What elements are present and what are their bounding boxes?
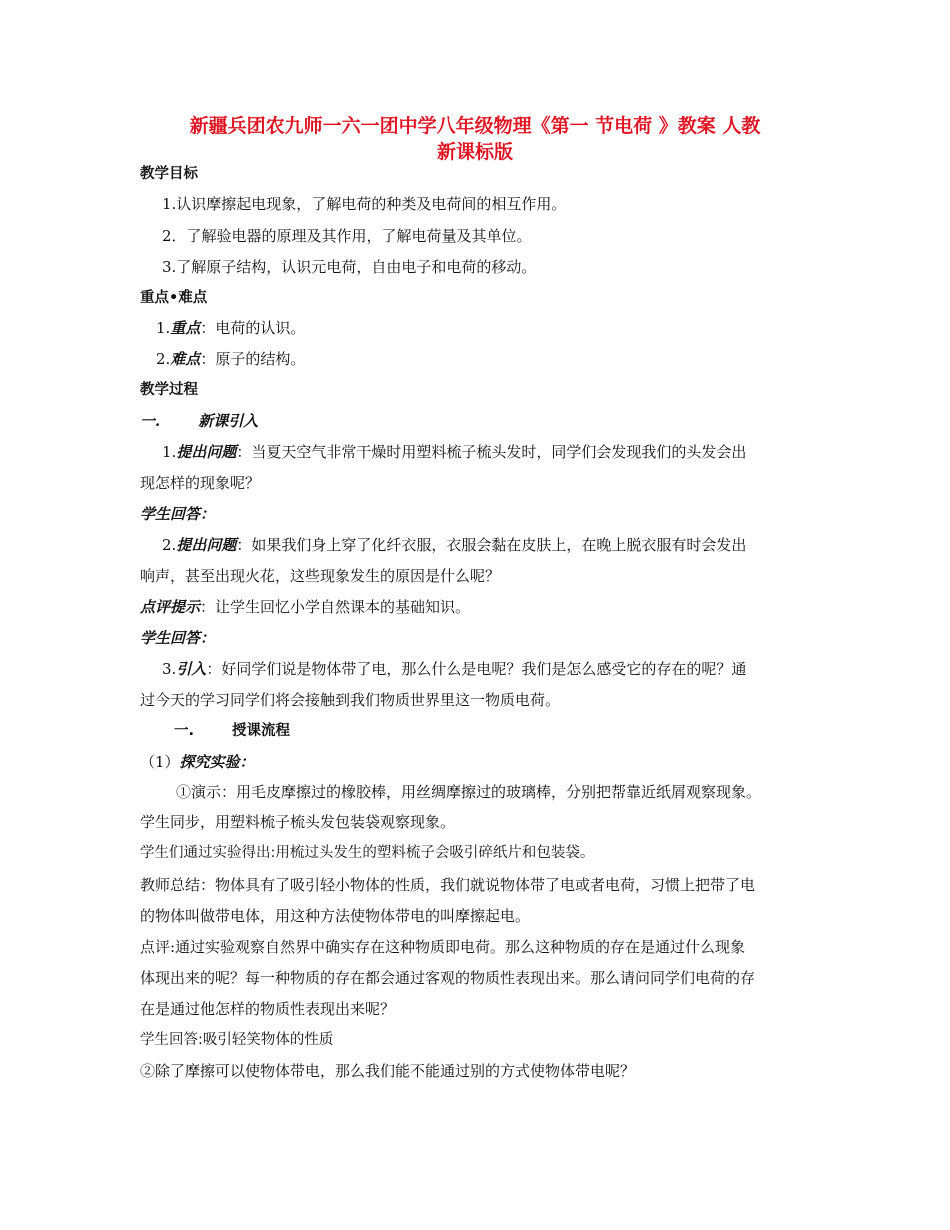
demo-line-2: 学生同步，用塑料梳子梳头发包装袋观察现象。 bbox=[140, 813, 456, 831]
question-1-label: 提出问题 bbox=[176, 443, 237, 461]
remark-line-2: 体现出来的呢？每一种物质的存在都会通过客观的物质性表现出来。那么请问同学们电荷的存 bbox=[140, 969, 756, 987]
section-num-2: 一. bbox=[174, 723, 195, 739]
question-1-num: 1. bbox=[162, 443, 177, 461]
question-3-num: 3. bbox=[162, 660, 177, 678]
objectives-heading: 教学目标 bbox=[140, 166, 198, 182]
question-charging-methods: ②除了摩擦可以使物体带电，那么我们能不能通过别的方式使物体带电呢？ bbox=[140, 1062, 636, 1080]
key-points-heading: 重点•难点 bbox=[140, 290, 208, 306]
question-3 bbox=[162, 659, 746, 679]
question-2-label: 提出问题 bbox=[176, 536, 237, 554]
remark-line-1: 点评:通过实验观察自然界中确实存在这种物质即电荷。那么这种物质的存在是通过什么现象 bbox=[140, 938, 746, 956]
question-2-text: ：如果我们身上穿了化纤衣服，衣服会黏在皮肤上，在晚上脱衣服有时会发出 bbox=[236, 536, 747, 554]
experiment-num: （1） bbox=[140, 753, 180, 771]
question-1-text: ：当夏天空气非常干燥时用塑料梳子梳头发时，同学们会发现我们的头发会出 bbox=[236, 443, 747, 461]
process-heading: 教学过程 bbox=[140, 382, 198, 398]
section-new-lesson bbox=[140, 411, 258, 431]
question-1-continued: 现怎样的现象呢？ bbox=[140, 474, 261, 492]
remark-line-3: 在是通过他怎样的物质性表现出来呢？ bbox=[140, 1000, 396, 1018]
key-point-item-1 bbox=[156, 318, 305, 338]
section-teaching-flow bbox=[174, 721, 290, 741]
comment-label: 点评提示 bbox=[140, 598, 201, 616]
section-num-1: 一. bbox=[140, 412, 161, 430]
objective-item-2: 2．了解验电器的原理及其作用，了解电荷量及其单位。 bbox=[162, 227, 532, 245]
comment-hint bbox=[140, 597, 470, 617]
key-point-num-1: 1. bbox=[156, 319, 171, 337]
experiment-label: 探究实验： bbox=[179, 753, 255, 771]
document-title-line1: 新疆兵团农九师一六一团中学八年级物理《第一 节电荷 》教案 人教 bbox=[189, 115, 761, 137]
document-title-line2: 新课标版 bbox=[436, 141, 513, 163]
key-point-text-2: ：原子的结构。 bbox=[200, 350, 306, 368]
key-point-num-2: 2. bbox=[156, 350, 171, 368]
comment-text: ：让学生回忆小学自然课本的基础知识。 bbox=[200, 598, 471, 616]
question-2 bbox=[162, 535, 746, 555]
key-point-text-1: ：电荷的认识。 bbox=[200, 319, 306, 337]
experiment-conclusion: 学生们通过实验得出:用梳过头发生的塑料梳子会吸引碎纸片和包装袋。 bbox=[140, 845, 595, 861]
key-point-label-1: 重点 bbox=[170, 319, 201, 337]
demo-line-1: ①演示：用毛皮摩擦过的橡胶棒，用丝绸摩擦过的玻璃棒，分别把帮靠近纸屑观察现象。 bbox=[176, 783, 762, 801]
section-label-1: 新课引入 bbox=[198, 412, 259, 430]
teacher-summary-line-2: 的物体叫做带电体，用这种方法使物体带电的叫摩擦起电。 bbox=[140, 907, 531, 925]
question-3-text: ：好同学们说是物体带了电，那么什么是电呢？我们是怎么感受它的存在的呢？通 bbox=[206, 660, 747, 678]
question-3-label: 引入 bbox=[176, 660, 207, 678]
objective-item-1: 1.认识摩擦起电现象，了解电荷的种类及电荷间的相互作用。 bbox=[162, 195, 567, 213]
teacher-summary-line-1: 教师总结：物体具有了吸引轻小物体的性质，我们就说物体带了电或者电荷，习惯上把带了电 bbox=[140, 876, 756, 894]
student-answer-3: 学生回答:吸引轻笑物体的性质 bbox=[140, 1032, 334, 1048]
section-label-2: 授课流程 bbox=[232, 723, 291, 739]
student-answer-1: 学生回答： bbox=[140, 505, 216, 523]
student-answer-2: 学生回答： bbox=[140, 629, 216, 647]
question-2-continued: 响声，甚至出现火花，这些现象发生的原因是什么呢？ bbox=[140, 567, 501, 585]
objective-item-3: 3.了解原子结构，认识元电荷，自由电子和电荷的移动。 bbox=[162, 258, 537, 276]
experiment-heading bbox=[140, 752, 255, 772]
question-1 bbox=[162, 442, 746, 462]
question-3-continued: 过今天的学习同学们将会接触到我们物质世界里这一物质电荷。 bbox=[140, 691, 561, 709]
key-point-item-2 bbox=[156, 349, 305, 369]
key-point-label-2: 难点 bbox=[170, 350, 201, 368]
question-2-num: 2. bbox=[162, 536, 177, 554]
